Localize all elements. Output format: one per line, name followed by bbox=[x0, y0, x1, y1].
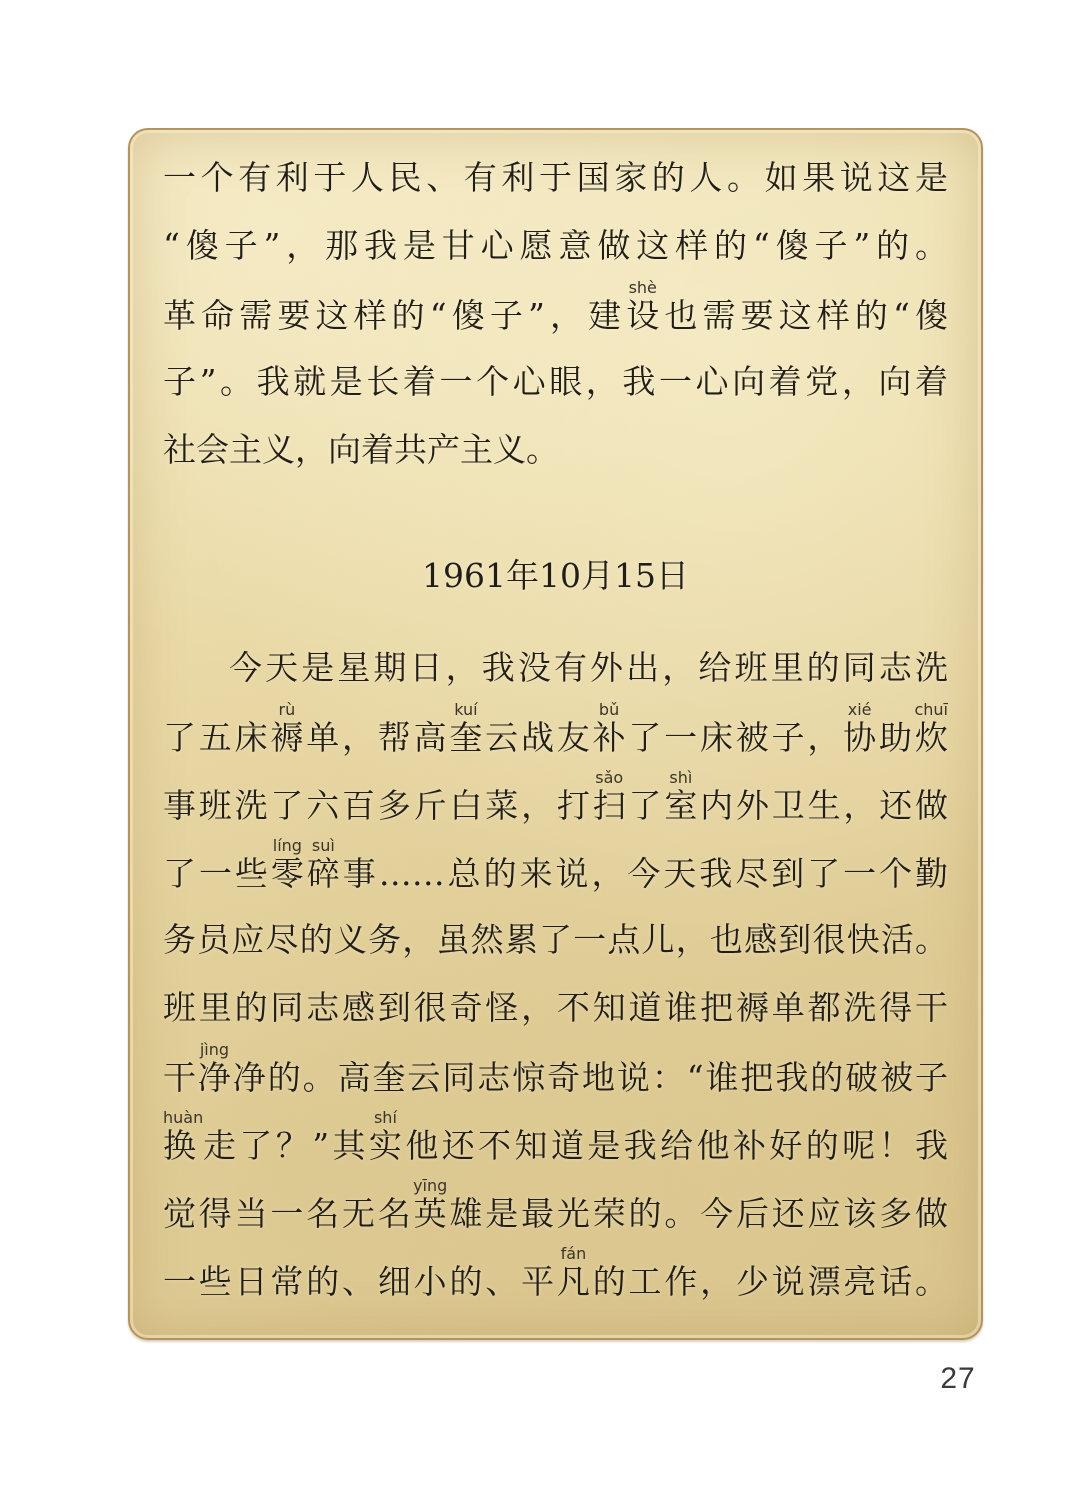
text-run: 碎 bbox=[306, 854, 343, 893]
text-line bbox=[163, 1110, 948, 1178]
pinyin-annotated-char bbox=[449, 702, 486, 757]
pinyin-annotated-char bbox=[592, 770, 629, 825]
text-line bbox=[163, 974, 948, 1042]
text-run: 也需要这样的“傻 bbox=[664, 296, 948, 335]
text-line bbox=[163, 144, 948, 212]
pinyin-label: shì bbox=[664, 770, 698, 787]
pinyin-label: xié bbox=[843, 702, 877, 719]
text-run: 褥 bbox=[270, 718, 307, 757]
pinyin-annotated-char bbox=[368, 1110, 406, 1165]
pinyin-annotated-char bbox=[270, 838, 307, 893]
text-run: 子”。我就是长着一个心眼，我一心向着党，向着 bbox=[163, 362, 948, 401]
text-run: 助 bbox=[878, 718, 915, 757]
text-run: “傻子”，那我是甘心愿意做这样的“傻子”的。 bbox=[163, 226, 948, 265]
text-run: 净的。高奎云同志惊奇地说：“谁把我的破被子 bbox=[232, 1058, 948, 1097]
text-run: 设 bbox=[626, 296, 665, 335]
pinyin-label: jìng bbox=[197, 1042, 231, 1059]
text-run: 凡 bbox=[556, 1262, 593, 1301]
text-run: 雄是最光荣的。今后还应该多做 bbox=[446, 1194, 948, 1233]
text-run: 扫 bbox=[592, 786, 629, 825]
text-line bbox=[163, 906, 948, 974]
text-run: 觉得当一名无名 bbox=[163, 1194, 414, 1233]
text-run: 换 bbox=[163, 1126, 204, 1165]
text-run: 零 bbox=[270, 854, 307, 893]
text-run: 云战友 bbox=[485, 718, 593, 757]
text-area bbox=[163, 144, 948, 1314]
text-run: 事……总的来说，今天我尽到了一个勤 bbox=[342, 854, 948, 893]
paragraph-2 bbox=[163, 634, 948, 1314]
text-run: 今天是星期日，我没有外出，给班里的同志洗 bbox=[229, 648, 948, 687]
pinyin-annotated-char bbox=[197, 1042, 233, 1097]
text-run: 室 bbox=[664, 786, 701, 825]
text-run: 革命需要这样的“傻子”，建 bbox=[163, 296, 627, 335]
text-run: 单，帮高 bbox=[306, 718, 450, 757]
date-line: 1961年10月15日 bbox=[422, 556, 689, 595]
text-run: 英 bbox=[413, 1194, 448, 1233]
text-line bbox=[163, 770, 948, 838]
pinyin-label: yīng bbox=[413, 1178, 448, 1195]
pinyin-annotated-char bbox=[664, 770, 701, 825]
text-line bbox=[163, 348, 948, 416]
pinyin-annotated-char bbox=[592, 702, 629, 757]
text-line bbox=[163, 1178, 948, 1246]
text-run: 班里的同志感到很奇怪，不知道谁把褥单都洗得干 bbox=[163, 988, 948, 1027]
paragraph-1 bbox=[163, 144, 948, 484]
pinyin-label: rù bbox=[270, 702, 304, 719]
text-run: 炊 bbox=[914, 718, 948, 757]
text-run: 走了？”其 bbox=[199, 1126, 369, 1165]
pinyin-label: shè bbox=[626, 280, 660, 297]
pinyin-annotated-char bbox=[413, 1178, 448, 1233]
text-line bbox=[163, 702, 948, 770]
text-run: 一个有利于人民、有利于国家的人。如果说这是 bbox=[163, 158, 948, 197]
text-line bbox=[163, 1246, 948, 1314]
page-number: 27 bbox=[940, 1362, 976, 1395]
text-run: 内外卫生，还做 bbox=[700, 786, 948, 825]
pinyin-annotated-char bbox=[843, 702, 879, 757]
text-run: 他还不知道是我给他补好的呢！我 bbox=[405, 1126, 948, 1165]
pinyin-label: kuí bbox=[449, 702, 483, 719]
text-run: 净 bbox=[197, 1058, 233, 1097]
text-line bbox=[163, 838, 948, 906]
text-run: 实 bbox=[368, 1126, 406, 1165]
text-run: 补 bbox=[592, 718, 629, 757]
pinyin-annotated-char bbox=[163, 1110, 204, 1165]
page-card bbox=[128, 128, 983, 1340]
text-run: 社会主义，向着共产主义。 bbox=[163, 430, 559, 469]
text-line bbox=[163, 634, 948, 702]
pinyin-label: bǔ bbox=[592, 702, 626, 719]
text-line bbox=[163, 280, 948, 348]
pinyin-annotated-char bbox=[914, 702, 948, 757]
text-run: 事班洗了六百多斤白菜，打 bbox=[163, 786, 593, 825]
text-run: 了 bbox=[628, 786, 665, 825]
text-run: 务员应尽的义务，虽然累了一点儿，也感到很快活。 bbox=[163, 920, 948, 959]
text-run: 协 bbox=[843, 718, 879, 757]
pinyin-label: suì bbox=[306, 838, 340, 855]
text-run: 一些日常的、细小的、平 bbox=[163, 1262, 557, 1301]
text-run: 干 bbox=[163, 1058, 198, 1097]
text-run: 了一些 bbox=[163, 854, 271, 893]
pinyin-annotated-char bbox=[556, 1246, 593, 1301]
pinyin-annotated-char bbox=[270, 702, 307, 757]
pinyin-label: sǎo bbox=[592, 770, 626, 787]
pinyin-label: fán bbox=[556, 1246, 590, 1263]
pinyin-label: líng bbox=[270, 838, 304, 855]
pinyin-label: huàn bbox=[163, 1110, 204, 1127]
pinyin-annotated-char bbox=[306, 838, 343, 893]
text-run: 的工作，少说漂亮话。 bbox=[592, 1262, 948, 1301]
pinyin-label: chuī bbox=[914, 702, 948, 719]
pinyin-label: shí bbox=[368, 1110, 402, 1127]
text-run: 了一床被子， bbox=[628, 718, 844, 757]
text-line bbox=[163, 1042, 948, 1110]
pinyin-annotated-char bbox=[626, 280, 665, 335]
text-line bbox=[163, 212, 948, 280]
text-line bbox=[163, 416, 948, 484]
text-run: 奎 bbox=[449, 718, 486, 757]
text-run: 了五床 bbox=[163, 718, 271, 757]
